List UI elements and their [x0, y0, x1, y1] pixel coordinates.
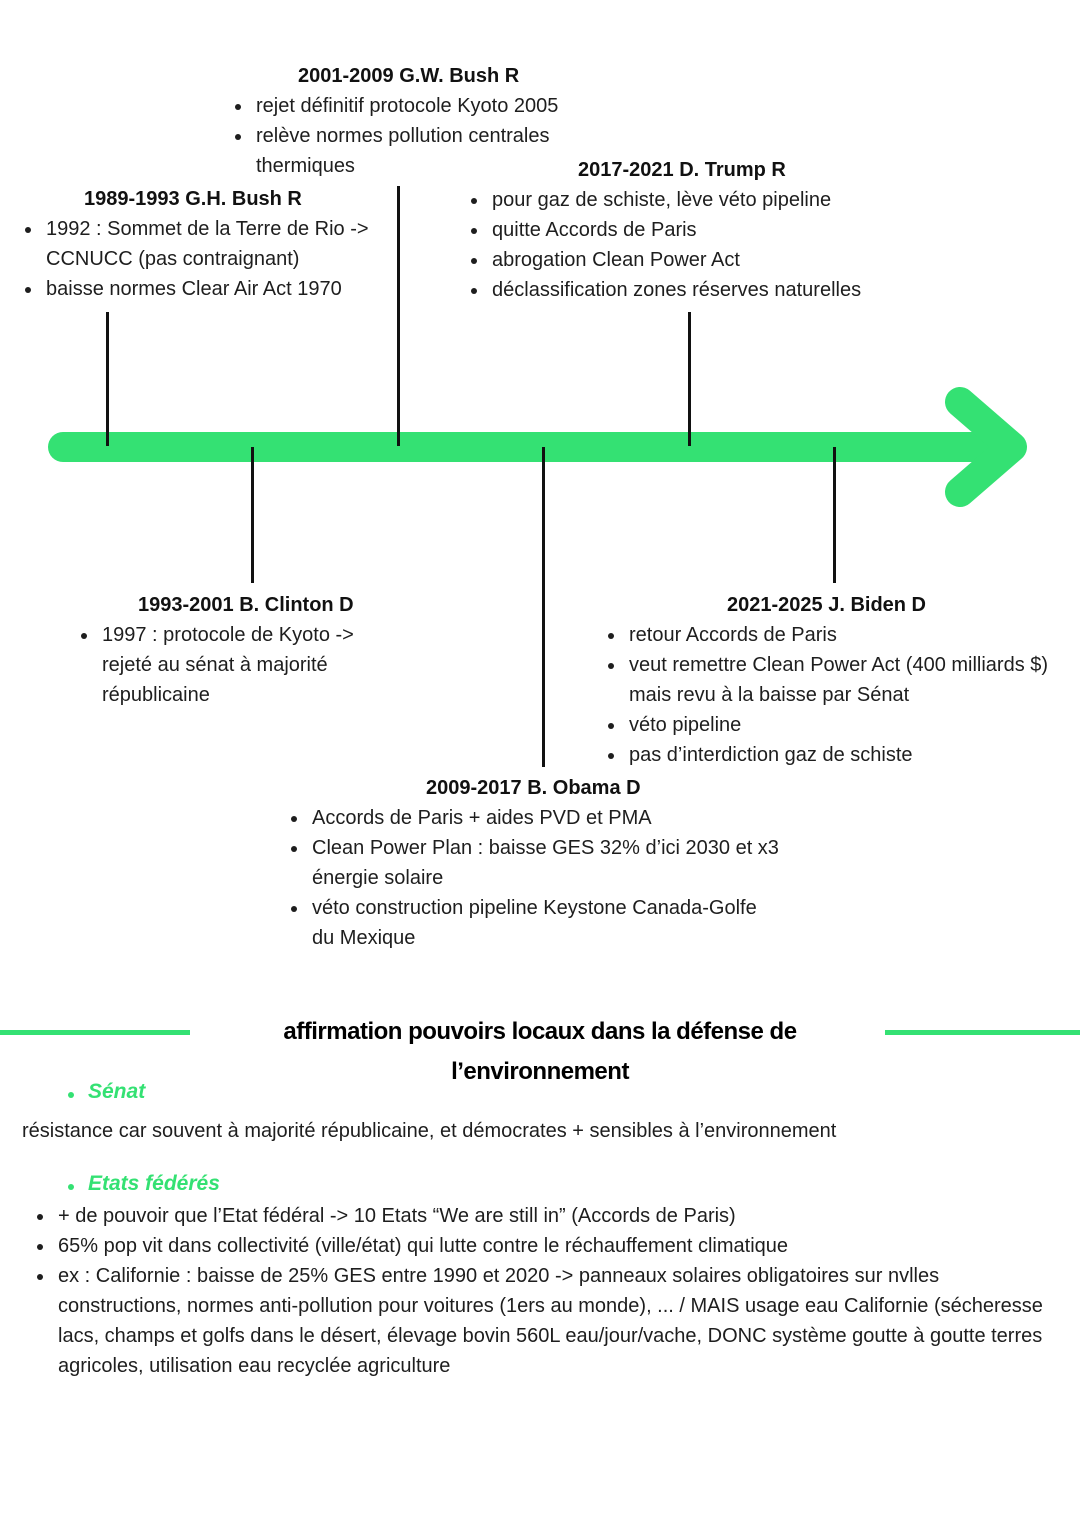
list-item: pour gaz de schiste, lève véto pipeline: [468, 185, 928, 215]
presidency-title: 1993-2001 B. Clinton D: [138, 594, 354, 616]
list-item: abrogation Clean Power Act: [468, 245, 928, 275]
arrow-right-icon: [930, 380, 1040, 510]
list-item: veut remettre Clean Power Act (400 milliards $) mais revu à la baisse par Sénat: [605, 650, 1080, 710]
list-item: Clean Power Plan : baisse GES 32% d’ici 2030 et x3 énergie solaire: [288, 833, 837, 893]
presidency-obama: [288, 773, 828, 953]
list-item: quitte Accords de Paris: [468, 215, 928, 245]
presidency-items: [22, 214, 402, 304]
presidency-title: 2021-2025 J. Biden D: [727, 594, 926, 616]
list-item: pas d’interdiction gaz de schiste: [605, 740, 1075, 770]
list-item: retour Accords de Paris: [605, 620, 1075, 650]
list-item: relève normes pollution centrales thermiques: [232, 121, 606, 181]
list-item: baisse normes Clear Air Act 1970: [22, 274, 402, 304]
presidency-title: 2017-2021 D. Trump R: [578, 159, 786, 181]
list-item: déclassification zones réserves naturelles: [468, 275, 928, 305]
list-item: 1992 : Sommet de la Terre de Rio -> CCNUCC (pas contraignant): [22, 214, 386, 274]
presidency-items: [468, 185, 928, 305]
presidency-items: [288, 803, 828, 953]
list-item: 1997 : protocole de Kyoto -> rejeté au sénat à majorité républicaine: [78, 620, 392, 710]
connector-obama: [542, 447, 545, 767]
section-title: affirmation pouvoirs locaux dans la défense de l’environnement: [283, 1018, 797, 1085]
presidency-gh-bush: [22, 184, 402, 304]
list-item: + de pouvoir que l’Etat fédéral -> 10 Etats “We are still in” (Accords de Paris): [34, 1201, 1054, 1231]
presidency-clinton: [78, 590, 408, 710]
timeline-axis: [48, 432, 1008, 462]
senat-text: résistance car souvent à majorité républicaine, et démocrates + sensibles à l’environnement: [22, 1120, 837, 1142]
presidency-items: [78, 620, 408, 710]
list-item: rejet définitif protocole Kyoto 2005: [232, 91, 632, 121]
presidency-title: 1989-1993 G.H. Bush R: [84, 188, 302, 210]
presidency-items: [605, 620, 1075, 770]
etats-list: [34, 1201, 1054, 1381]
divider-left: [0, 1030, 190, 1035]
connector-clinton: [251, 447, 254, 583]
list-item: véto construction pipeline Keystone Canada-Golfe du Mexique: [288, 893, 782, 953]
list-item: véto pipeline: [605, 710, 1075, 740]
list-item: Accords de Paris + aides PVD et PMA: [288, 803, 828, 833]
presidency-biden: [605, 590, 1075, 770]
presidency-trump: [468, 155, 928, 305]
connector-bush-sr: [106, 312, 109, 446]
list-item: 65% pop vit dans collectivité (ville/état) qui lutte contre le réchauffement climatique: [34, 1231, 1054, 1261]
list-item: ex : Californie : baisse de 25% GES entre 1990 et 2020 -> panneaux solaires obligatoires sur nvlles constructions, normes anti-pollution pour voitures (1ers au monde), ... / MAIS usage eau Californie (sécheresse lacs, champs et golfs dans le désert, élevage bovin 560L eau/jour/vache, DONC système goutte à goutte terres agricoles, utilisation eau recyclée agriculture: [34, 1261, 1054, 1381]
presidency-title: 2001-2009 G.W. Bush R: [298, 65, 520, 87]
subheading-etats-federes: Etats fédérés: [66, 1172, 220, 1196]
connector-biden: [833, 447, 836, 583]
divider-right: [885, 1030, 1080, 1035]
subheading-senat: Sénat: [66, 1080, 145, 1104]
presidency-title: 2009-2017 B. Obama D: [426, 777, 641, 799]
connector-trump: [688, 312, 691, 446]
